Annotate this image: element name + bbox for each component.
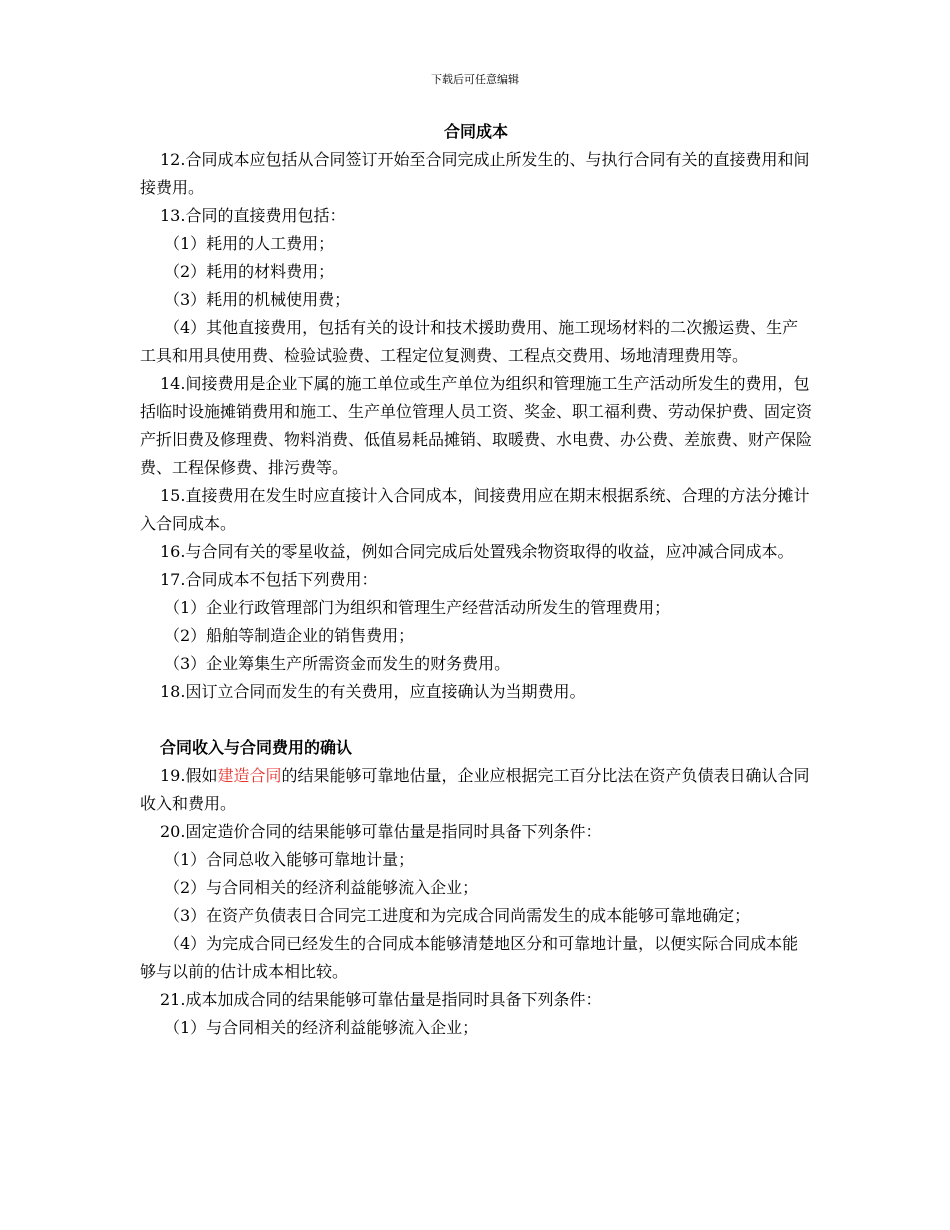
list-item-20-2: （2）与合同相关的经济利益能够流入企业； [164, 878, 479, 897]
list-item-13-2: （2）耗用的材料费用； [164, 262, 335, 281]
list-item-20-1: （1）合同总收入能够可靠地计量； [164, 850, 415, 869]
list-item-17-3: （3）企业筹集生产所需资金而发生的财务费用。 [164, 654, 511, 673]
page-header: 下载后可任意编辑 [431, 73, 519, 86]
paragraph-21: 21.成本加成合同的结果能够可靠估量是指同时具备下列条件： [160, 990, 602, 1009]
paragraph-17: 17.合同成本不包括下列费用： [160, 570, 378, 589]
paragraph-19 [140, 762, 812, 818]
list-item-13-1: （1）耗用的人工费用； [164, 234, 335, 253]
paragraph-19-prefix: 19.假如 [160, 766, 218, 785]
paragraph-13: 13.合同的直接费用包括： [160, 206, 346, 225]
list-item-21-1: （1）与合同相关的经济利益能够流入企业； [164, 1018, 479, 1037]
paragraph-19-suffix: 的结果能够可靠地估量，企业应根据完工百分比法在资产负债表日确认合同收入和费用。 [140, 766, 810, 813]
construction-contract-link[interactable]: 建造合同 [217, 766, 282, 785]
paragraph-15: 15.直接费用在发生时应直接计入合同成本，间接费用应在期末根据系统、合理的方法分摊计入合同成本。 [140, 486, 810, 533]
list-item-13-4: （4）其他直接费用，包括有关的设计和技术援助费用、施工现场材料的二次搬运费、生产工具和用具使用费、检验试验费、工程定位复测费、工程点交费用、场地清理费用等。 [140, 318, 799, 365]
document-body [140, 118, 812, 1042]
list-item-17-1: （1）企业行政管理部门为组织和管理生产经营活动所发生的管理费用； [164, 598, 671, 617]
list-item-20-4: （4）为完成合同已经发生的合同成本能够清楚地区分和可靠地计量，以便实际合同成本能够与以前的估计成本相比较。 [140, 934, 799, 981]
paragraph-18: 18.因订立合同而发生的有关费用，应直接确认为当期费用。 [160, 682, 586, 701]
paragraph-12: 12.合同成本应包括从合同签订开始至合同完成止所发生的、与执行合同有关的直接费用和间接费用。 [140, 150, 810, 197]
list-item-17-2: （2）船舶等制造企业的销售费用； [164, 626, 415, 645]
section-title-contract-cost: 合同成本 [443, 122, 508, 141]
paragraph-16: 16.与合同有关的零星收益，例如合同完成后处置残余物资取得的收益，应冲减合同成本。 [160, 542, 794, 561]
paragraph-14: 14.间接费用是企业下属的施工单位或生产单位为组织和管理施工生产活动所发生的费用，包括临时设施摊销费用和施工、生产单位管理人员工资、奖金、职工福利费、劳动保护费、固定资产折旧费及修理费、物料消费、低值易耗品摊销、取暖费、水电费、办公费、差旅费、财产保险费、工程保修费、排污费等。 [140, 374, 813, 477]
list-item-13-3: （3）耗用的机械使用费； [164, 290, 351, 309]
paragraph-20: 20.固定造价合同的结果能够可靠估量是指同时具备下列条件： [160, 822, 602, 841]
list-item-20-3: （3）在资产负债表日合同完工进度和为完成合同尚需发生的成本能够可靠地确定； [164, 906, 751, 925]
section-title-revenue-recognition: 合同收入与合同费用的确认 [160, 738, 353, 757]
